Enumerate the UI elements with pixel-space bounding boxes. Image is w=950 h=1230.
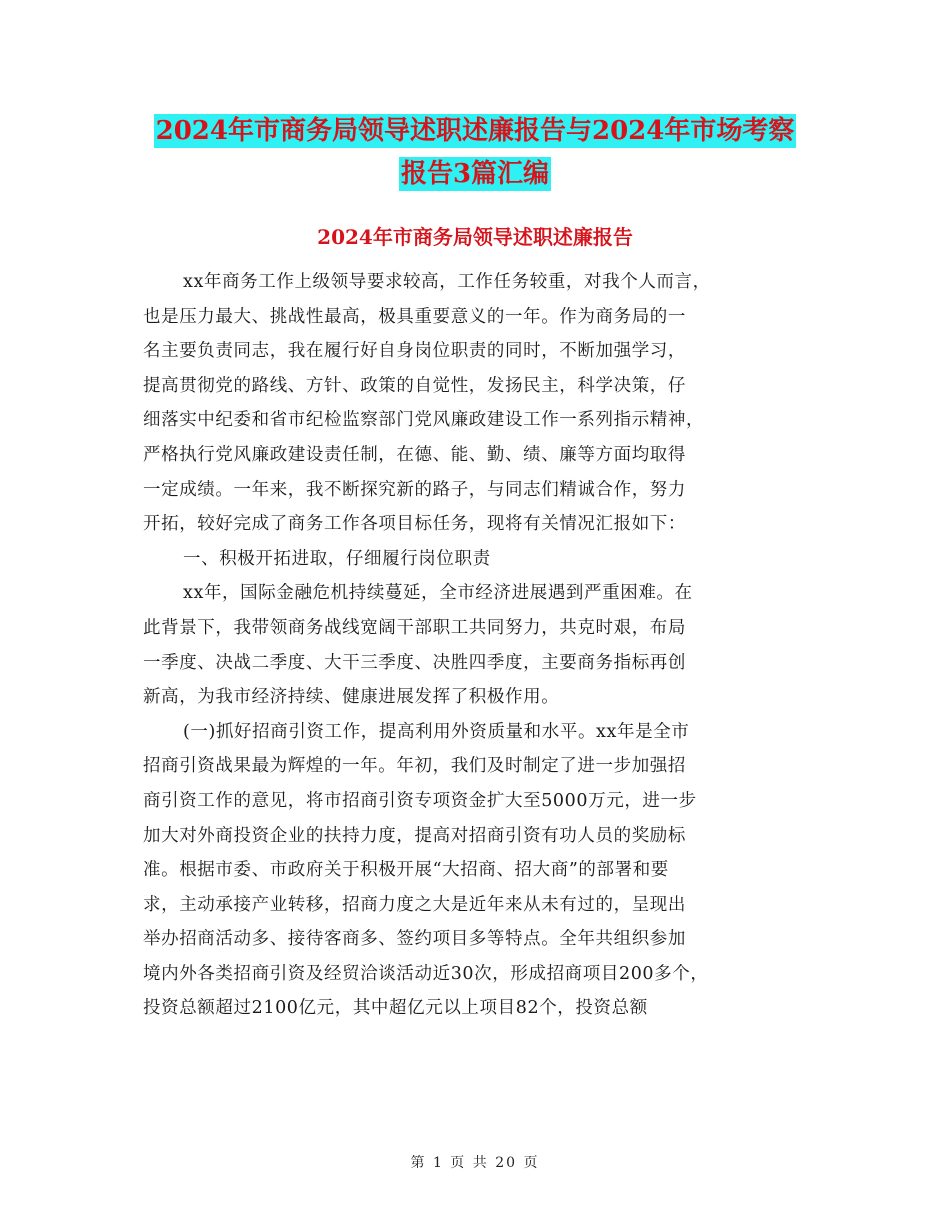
document-title-line-1-text: 2024年市商务局领导述职述廉报告与2024年市场考察 [155, 116, 795, 146]
body-line: 严格执行党风廉政建设责任制，在德、能、勤、绩、廉等方面均取得 [143, 444, 686, 465]
body-line: 开拓，较好完成了商务工作各项目标任务，现将有关情况汇报如下： [143, 514, 686, 535]
page-number-footer: 第 1 页 共 20 页 [410, 1155, 540, 1171]
body-line: 举办招商活动多、接待客商多、签约项目多等特点。全年共组织参加 [143, 929, 686, 950]
body-line: 细落实中纪委和省市纪检监察部门党风廉政建设工作一系列指示精神， [143, 410, 705, 431]
body-line: 一季度、决战二季度、大干三季度、决胜四季度，主要商务指标再创 [143, 652, 686, 673]
document-title-line-2-text: 报告3篇汇编 [400, 159, 550, 189]
body-line: 商引资工作的意见，将市招商引资专项资金扩大至5000万元，进一步 [143, 790, 697, 811]
body-line: 求，主动承接产业转移，招商力度之大是近年来从未有过的，呈现出 [143, 894, 686, 915]
body-line: 名主要负责同志，我在履行好自身岗位职责的同时，不断加强学习， [143, 341, 686, 362]
body-heading-line: 一、积极开拓进取，仔细履行岗位职责 [183, 548, 491, 569]
body-line: (一)抓好招商引资工作，提高利用外资质量和水平。xx年是全市 [183, 721, 690, 742]
document-title-line-1 [0, 107, 950, 155]
body-line: xx年商务工作上级领导要求较高，工作任务较重，对我个人而言， [183, 272, 711, 292]
body-line: 投资总额超过2100亿元，其中超亿元以上项目82个，投资总额 [143, 998, 648, 1019]
body-line: xx年，国际金融危机持续蔓延，全市经济进展遇到严重困难。在 [183, 583, 693, 604]
body-line: 加大对外商投资企业的扶持力度，提高对招商引资有功人员的奖励标 [143, 825, 686, 846]
body-line: 提高贯彻党的路线、方针、政策的自觉性，发扬民主，科学决策，仔 [143, 375, 686, 396]
body-line: 此背景下，我带领商务战线宽阔干部职工共同努力，共克时艰，布局 [143, 617, 686, 638]
body-line: 准。根据市委、市政府关于积极开展“大招商、招大商”的部署和要 [143, 860, 669, 881]
report-body [143, 265, 815, 1026]
body-line: 招商引资战果最为辉煌的一年。年初，我们及时制定了进一步加强招 [143, 756, 686, 777]
body-line: 新高，为我市经济持续、健康进展发挥了积极作用。 [143, 687, 560, 708]
document-title-line-2 [0, 150, 950, 198]
body-line: 境内外各类招商引资及经贸洽谈活动近30次，形成招商项目200多个， [143, 963, 709, 984]
body-line: 一定成绩。一年来，我不断探究新的路子，与同志们精诚合作，努力 [143, 479, 686, 500]
body-line: 也是压力最大、挑战性最高，极具重要意义的一年。作为商务局的一 [143, 306, 686, 327]
section-title: 2024年市商务局领导述职述廉报告 [317, 225, 633, 249]
